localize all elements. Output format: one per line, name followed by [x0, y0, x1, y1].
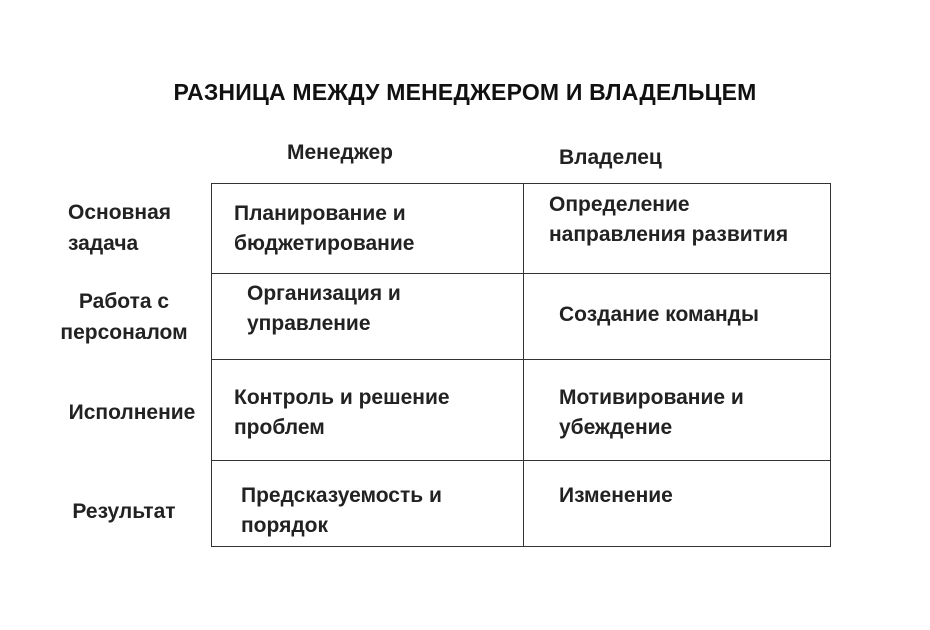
- table-divider-row-3: [211, 460, 831, 461]
- table-divider-row-2: [211, 359, 831, 360]
- cell-manager-execution: Контроль и решение проблем: [234, 386, 450, 439]
- cell-owner-main-task: Определение направления развития: [549, 193, 789, 246]
- cell-manager-staff-work: Организация и управление: [247, 282, 401, 335]
- cell-manager-result: Предсказуемость и порядок: [241, 484, 442, 537]
- table-divider-row-1: [211, 273, 831, 274]
- table-border-bottom: [211, 546, 831, 547]
- table-border-right: [830, 183, 831, 547]
- table-border-top: [211, 183, 831, 184]
- row-label-result: Результат: [72, 500, 176, 523]
- table-divider-column: [523, 183, 524, 547]
- cell-manager-main-task: Планирование и бюджетирование: [234, 202, 415, 255]
- row-label-execution: Исполнение: [68, 401, 196, 424]
- row-label-staff-work: Работа с персоналом: [60, 290, 188, 344]
- cell-owner-execution: Мотивирование и убеждение: [559, 386, 744, 439]
- cell-owner-result: Изменение: [559, 484, 673, 507]
- page-title: РАЗНИЦА МЕЖДУ МЕНЕДЖЕРОМ И ВЛАДЕЛЬЦЕМ: [173, 79, 757, 105]
- column-header-manager: Менеджер: [287, 141, 393, 164]
- cell-owner-staff-work: Создание команды: [559, 303, 759, 326]
- row-label-main-task: Основная задача: [68, 201, 172, 255]
- column-header-owner: Владелец: [559, 146, 662, 169]
